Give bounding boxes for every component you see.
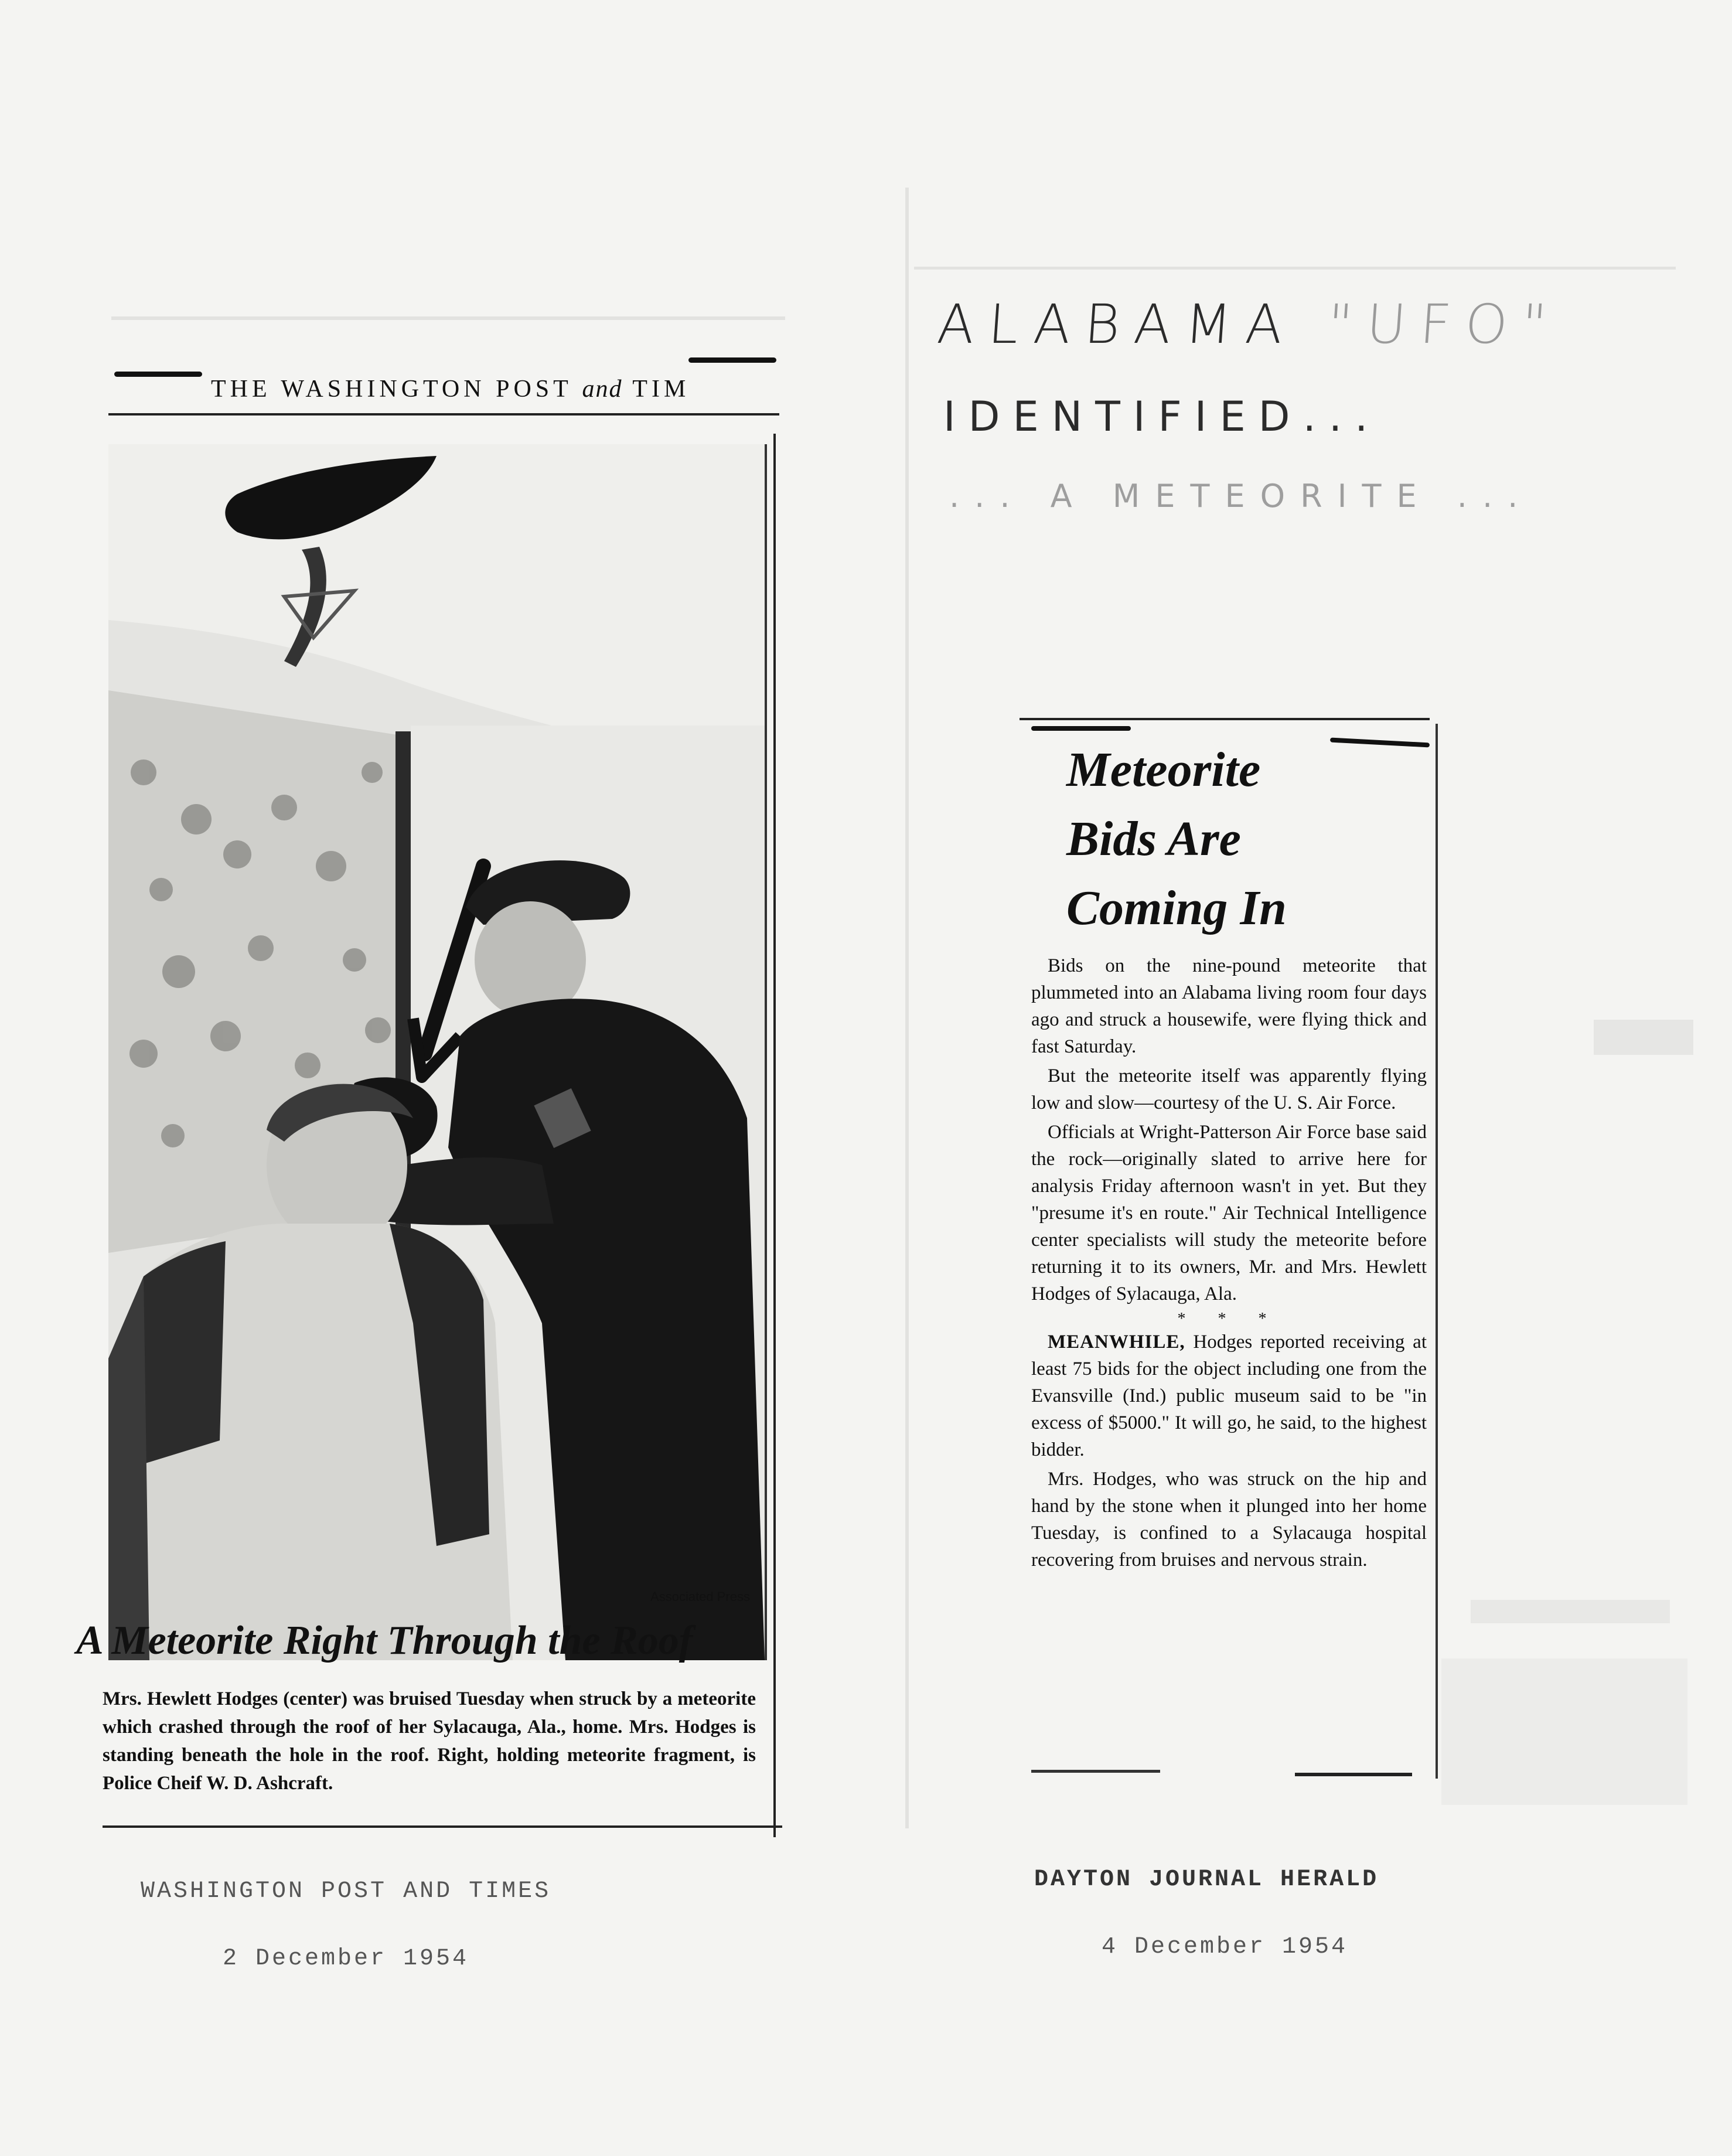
masthead-rule	[114, 372, 202, 377]
note-word-ufo: "UFO"	[1325, 293, 1563, 356]
article-paragraph: But the meteorite itself was apparently flying low and slow—courtesy of the U. S. Air Force.	[1031, 1065, 1427, 1113]
news-photo-illustration	[108, 444, 765, 1660]
photo-caption: Mrs. Hewlett Hodges (center) was bruised Tuesday when struck by a meteorite which crashed through the roof of her Sylacauga, Ala., home. Mrs. Hodges is standing beneath the hole in the roof. Right, holding meteorite fragment, is Police Cheif W. D. Ashcraft.	[103, 1688, 756, 1794]
clipping-top-rule	[1020, 718, 1430, 720]
note-line-1	[935, 293, 1563, 356]
article-paragraph: Officials at Wright-Patterson Air Force base said the rock—originally slated to arrive here for analysis Friday afternoon wasn't in yet. But they "presume it's en route." Air Technical Intelligence center specialists will study the meteorite before returning it to its owners, Mr. and Mrs. Hewlett Hodges of Sylacauga, Ala.	[1031, 1122, 1427, 1305]
masthead-underline	[108, 413, 779, 415]
masthead-name: THE WASHINGTON POST	[211, 376, 572, 403]
source-name-right: DAYTON JOURNAL HERALD	[1034, 1867, 1379, 1893]
news-photo	[108, 444, 767, 1660]
paragraph-text: Hodges reported receiving at least 75 bids for the object including one from the Evansville (Ind.) public museum said to be "in excess of $5000." It will go, he said, to the highest bidder.	[1031, 1331, 1427, 1460]
ghost-rule	[905, 188, 909, 1828]
article-paragraph	[1031, 1329, 1427, 1463]
source-name-left: WASHINGTON POST AND TIMES	[141, 1878, 551, 1905]
paragraph-lead: MEANWHILE,	[1048, 1331, 1185, 1353]
ghost-text-block	[1441, 1658, 1687, 1805]
headline-line-3: Coming In	[1066, 881, 1287, 935]
source-date-right: 4 December 1954	[1102, 1934, 1348, 1960]
headline-line-1: Meteorite	[1066, 742, 1261, 797]
ghost-text-block	[1594, 1020, 1693, 1055]
note-line-2: IDENTIFIED...	[943, 393, 1381, 441]
column-rule	[1436, 724, 1438, 1779]
clipping-dash	[1031, 726, 1131, 731]
article-body	[1031, 952, 1427, 1576]
article-paragraph: Bids on the nine-pound meteorite that plummeted into an Alabama living room four days ago and struck a housewife, were flying thick and fast Saturday.	[1031, 955, 1427, 1057]
masthead-rule	[688, 357, 776, 363]
clipping-bottom-rule	[1031, 1770, 1160, 1773]
clipping-bottom-rule	[103, 1825, 782, 1828]
masthead-and: and	[582, 376, 623, 403]
clipping-bottom-rule	[1295, 1773, 1412, 1776]
washington-post-clipping	[76, 357, 779, 1834]
section-separator: * * *	[1177, 1310, 1281, 1328]
masthead	[211, 375, 785, 403]
headline-line-2: Bids Are	[1066, 812, 1241, 866]
masthead-suffix: TIM	[632, 376, 690, 403]
note-line-3: ... A METEORITE ...	[949, 478, 1533, 515]
ghost-rule	[111, 316, 785, 320]
ghost-rule	[914, 267, 1676, 270]
photo-headline: A Meteorite Right Through the Roof	[76, 1618, 693, 1663]
source-date-left: 2 December 1954	[223, 1946, 469, 1972]
photo-credit: Associated Press	[650, 1589, 750, 1604]
article-headline	[1066, 735, 1395, 943]
ghost-text-block	[1471, 1600, 1670, 1623]
article-paragraph: Mrs. Hodges, who was struck on the hip and hand by the stone when it plunged into her home Tuesday, is confined to a Sylacauga hospital recovering from bruises and nervous strain.	[1031, 1469, 1427, 1571]
note-word-alabama: ALABAMA	[935, 293, 1299, 356]
column-rule	[773, 434, 776, 1837]
dayton-journal-clipping	[1020, 712, 1441, 1790]
